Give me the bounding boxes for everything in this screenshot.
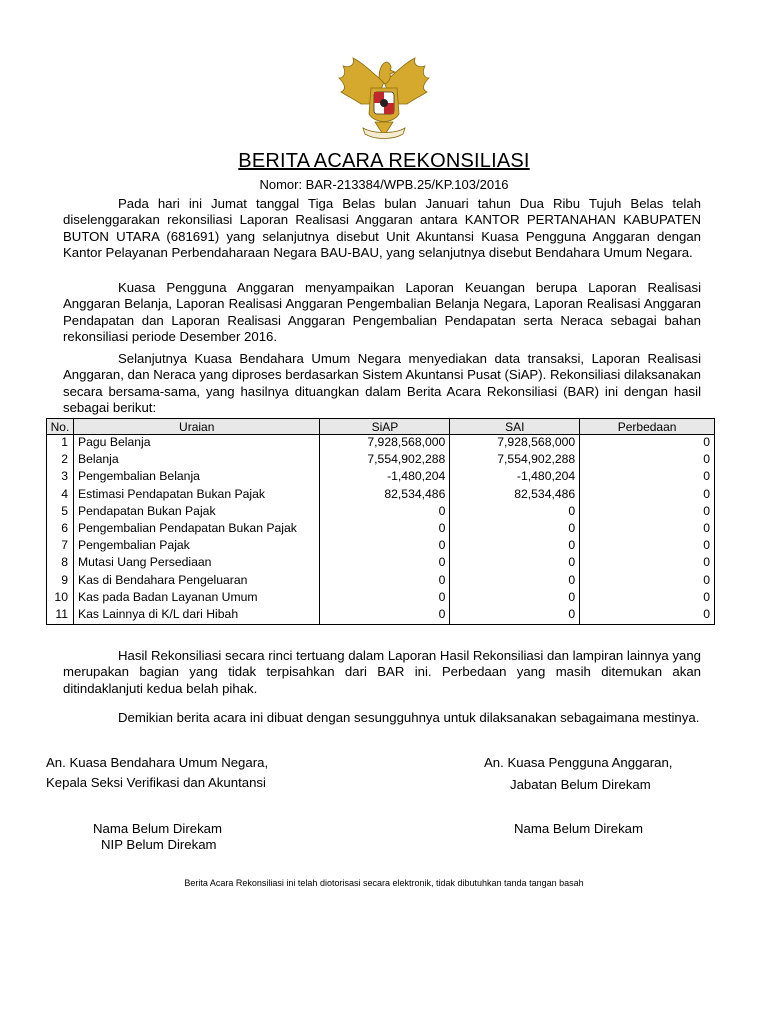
cell-siap: 82,534,486 xyxy=(320,487,450,504)
cell-sai: 0 xyxy=(450,590,580,607)
cell-sai: 7,554,902,288 xyxy=(450,452,580,469)
header-no: No. xyxy=(47,419,74,435)
cell-no: 6 xyxy=(47,521,74,538)
paragraph-kpa-report: Kuasa Pengguna Anggaran menyampaikan Laporan Keuangan berupa Laporan Realisasi Anggaran Belanja, Laporan Realisasi Anggaran Pengembalian Belanja Negara, Laporan Realisasi Anggaran Pendapatan dan Laporan Realisasi Anggaran Pengembalian Pendapatan serta Neraca sebagai bahan rekonsiliasi periode Desember 2016. xyxy=(63,280,701,344)
cell-siap: 0 xyxy=(320,521,450,538)
table-row xyxy=(47,504,715,521)
cell-perbedaan: 0 xyxy=(580,435,715,453)
cell-siap: 0 xyxy=(320,555,450,572)
cell-uraian: Mutasi Uang Persediaan xyxy=(73,555,320,572)
cell-sai: 0 xyxy=(450,538,580,555)
cell-no: 11 xyxy=(47,607,74,625)
cell-no: 5 xyxy=(47,504,74,521)
table-row xyxy=(47,469,715,486)
header-siap: SiAP xyxy=(320,419,450,435)
cell-uraian: Pagu Belanja xyxy=(73,435,320,453)
cell-sai: 0 xyxy=(450,607,580,625)
cell-siap: 7,928,568,000 xyxy=(320,435,450,453)
table-row xyxy=(47,590,715,607)
table-row xyxy=(47,487,715,504)
cell-no: 10 xyxy=(47,590,74,607)
reconciliation-table xyxy=(46,418,715,625)
cell-no: 8 xyxy=(47,555,74,572)
paragraph-result: Hasil Rekonsiliasi secara rinci tertuang dalam Laporan Hasil Rekonsiliasi dan lampiran lainnya yang merupakan bagian yang tidak terpisahkan dari BAR ini. Perbedaan yang masih ditemukan akan ditindaklanjuti kedua belah pihak. xyxy=(63,648,701,696)
cell-no: 7 xyxy=(47,538,74,555)
cell-perbedaan: 0 xyxy=(580,573,715,590)
cell-perbedaan: 0 xyxy=(580,487,715,504)
table-row xyxy=(47,521,715,538)
cell-no: 1 xyxy=(47,435,74,453)
paragraph-opening: Pada hari ini Jumat tanggal Tiga Belas bulan Januari tahun Dua Ribu Tujuh Belas telah diselenggarakan rekonsiliasi Laporan Realisasi Anggaran antara KANTOR PERTANAHAN KABUPATEN BUTON UTARA (681691) yang selanjutnya disebut Unit Akuntansi Kuasa Pengguna Anggaran dengan Kantor Pelayanan Perbendaharaan Negara BAU-BAU, yang selanjutnya disebut Bendahara Umum Negara. xyxy=(63,196,701,260)
cell-uraian: Kas Lainnya di K/L dari Hibah xyxy=(73,607,320,625)
header-uraian: Uraian xyxy=(73,419,320,435)
cell-perbedaan: 0 xyxy=(580,469,715,486)
cell-sai: 0 xyxy=(450,521,580,538)
cell-uraian: Pengembalian Belanja xyxy=(73,469,320,486)
cell-siap: 0 xyxy=(320,573,450,590)
cell-uraian: Kas di Bendahara Pengeluaran xyxy=(73,573,320,590)
left-signatory-position: Kepala Seksi Verifikasi dan Akuntansi xyxy=(46,775,266,790)
cell-sai: 0 xyxy=(450,573,580,590)
table-row xyxy=(47,435,715,453)
cell-perbedaan: 0 xyxy=(580,590,715,607)
cell-uraian: Pendapatan Bukan Pajak xyxy=(73,504,320,521)
cell-sai: -1,480,204 xyxy=(450,469,580,486)
garuda-emblem-icon xyxy=(335,52,433,144)
cell-sai: 7,928,568,000 xyxy=(450,435,580,453)
cell-no: 2 xyxy=(47,452,74,469)
cell-sai: 82,534,486 xyxy=(450,487,580,504)
cell-siap: 0 xyxy=(320,590,450,607)
cell-siap: 0 xyxy=(320,607,450,625)
cell-uraian: Belanja xyxy=(73,452,320,469)
paragraph-bun-data: Selanjutnya Kuasa Bendahara Umum Negara menyediakan data transaksi, Laporan Realisasi Anggaran, dan Neraca yang diproses berdasarkan Sistem Akuntansi Pusat (SiAP). Rekonsiliasi dilaksanakan secara bersama-sama, yang hasilnya dituangkan dalam Berita Acara Rekonsiliasi (BAR) ini dengan hasil sebagai berikut: xyxy=(63,351,701,415)
document-title: BERITA ACARA REKONSILIASI xyxy=(238,150,530,172)
cell-perbedaan: 0 xyxy=(580,521,715,538)
table-row xyxy=(47,538,715,555)
paragraph-closing: Demikian berita acara ini dibuat dengan sesungguhnya untuk dilaksanakan sebagaimana mestinya. xyxy=(118,710,700,725)
cell-siap: 0 xyxy=(320,504,450,521)
cell-uraian: Pengembalian Pajak xyxy=(73,538,320,555)
footer-note: Berita Acara Rekonsiliasi ini telah diotorisasi secara elektronik, tidak dibutuhkan tanda tangan basah xyxy=(184,878,584,888)
table-row xyxy=(47,607,715,625)
cell-uraian: Kas pada Badan Layanan Umum xyxy=(73,590,320,607)
header-perbedaan: Perbedaan xyxy=(580,419,715,435)
cell-perbedaan: 0 xyxy=(580,538,715,555)
right-signatory-title: An. Kuasa Pengguna Anggaran, xyxy=(484,755,673,770)
cell-perbedaan: 0 xyxy=(580,504,715,521)
left-signatory-name: Nama Belum Direkam xyxy=(93,821,222,836)
cell-sai: 0 xyxy=(450,555,580,572)
cell-uraian: Pengembalian Pendapatan Bukan Pajak xyxy=(73,521,320,538)
cell-no: 3 xyxy=(47,469,74,486)
header-sai: SAI xyxy=(450,419,580,435)
cell-perbedaan: 0 xyxy=(580,452,715,469)
cell-no: 4 xyxy=(47,487,74,504)
left-signatory-nip: NIP Belum Direkam xyxy=(101,837,217,852)
cell-uraian: Estimasi Pendapatan Bukan Pajak xyxy=(73,487,320,504)
cell-siap: 7,554,902,288 xyxy=(320,452,450,469)
document-number: Nomor: BAR-213384/WPB.25/KP.103/2016 xyxy=(259,177,509,192)
right-signatory-position: Jabatan Belum Direkam xyxy=(510,777,651,792)
cell-sai: 0 xyxy=(450,504,580,521)
table-row xyxy=(47,573,715,590)
cell-no: 9 xyxy=(47,573,74,590)
cell-perbedaan: 0 xyxy=(580,607,715,625)
table-row xyxy=(47,452,715,469)
cell-perbedaan: 0 xyxy=(580,555,715,572)
right-signatory-name: Nama Belum Direkam xyxy=(514,821,643,836)
left-signatory-title: An. Kuasa Bendahara Umum Negara, xyxy=(46,755,269,770)
table-header-row xyxy=(47,419,715,435)
table-row xyxy=(47,555,715,572)
cell-siap: -1,480,204 xyxy=(320,469,450,486)
cell-siap: 0 xyxy=(320,538,450,555)
